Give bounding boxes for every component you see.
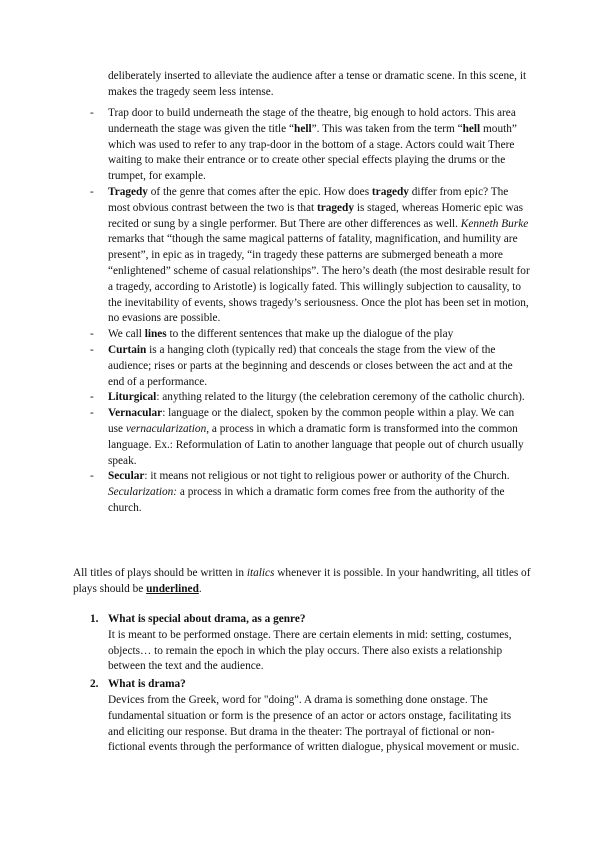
list-item: - Secular: it means not religious or not tight to religious power or authority of the Church. Secularization: a process in which a dramatic form comes free from the authority of the church. — [90, 470, 510, 514]
question-heading: What is special about drama, as a genre? — [108, 613, 306, 625]
question-answer: It is meant to be performed onstage. There are certain elements in mid: setting, costumes, objects… to remain the epoch in which the play occurs. There also exists a relationship between the text and the audience. — [108, 628, 512, 673]
bullet-marker: - — [90, 407, 94, 420]
continuation-text: deliberately inserted to alleviate the audience after a tense or dramatic scene. In this scene, it makes the tragedy seem less intense. — [108, 70, 527, 98]
list-item: - We call lines to the different sentences that make up the dialogue of the play — [90, 327, 530, 343]
glossary-bullet-list — [90, 106, 530, 517]
list-item: - Liturgical: anything related to the liturgy (the celebration ceremony of the catholic church). — [90, 390, 530, 406]
bullet-marker: - — [90, 391, 94, 404]
list-item — [90, 677, 530, 756]
term-secular: Secular — [108, 470, 145, 483]
question-answer: Devices from the Greek, word for "doing". A drama is something done onstage. The fundamental situation or form is the presence of an actor or actors onstage, facilitating its and eliciting our response. But drama in the theater: The portrayal of fictional or non- fictional events through the performance of written dialogue, physical movement or music. — [108, 693, 520, 754]
list-item: - Vernacular: language or the dialect, spoken by the common people within a play. We can use vernacularization, a process in which a dramatic form is transformed into the common language. Ex.: Reformulation of Latin to another language that people out of church usually speak. — [90, 407, 524, 467]
list-item: - Curtain is a hanging cloth (typically red) that conceals the stage from the view of the audience; rises or parts at the beginning and descends or closes between the act and at the end of a performance. — [90, 343, 513, 388]
question-heading: What is drama? — [108, 678, 186, 691]
list-item: - Tragedy of the genre that comes after the epic. How does tragedy differ from epic? The most obvious contrast between the two is that tragedy is staged, whereas Homeric epic was recited or sung by a single performer. But There are other differences as well. Kenneth Burke remarks that “though the same magical patterns of fatality, magnification, and humility are present”, in epic as in tragedy, “in tragedy these patterns are submerged beneath a more “enlightened” scheme of casual relationships”. The hero’s death (the most desirable result for a tragedy, according to Aristotle) is logically fated. This willingly subjection to causality, to the inevitability of events, shows tragedy’s seriousness. Once the plot has been set in motion, no evasions are possible. — [90, 185, 530, 325]
question-number: 2. — [90, 678, 99, 691]
bullet-marker: - — [90, 470, 94, 483]
term-liturgical: Liturgical — [108, 391, 157, 404]
bullet-marker: - — [90, 343, 94, 356]
list-item: - Trap door to build underneath the stage of the theatre, big enough to hold actors. This area underneath the stage was given the title “hell”. This was taken from the term “hell mouth” which was used to refer to any trap-door in the bottom of a stage. Actors could wait There waiting to make their entrance or to create other special effects playing the drums or the trumpet, for example. — [90, 107, 517, 183]
bullet-marker: - — [90, 185, 94, 198]
bullet-marker: - — [90, 328, 94, 341]
term-hell-mouth: hell — [462, 122, 481, 135]
list-item — [90, 612, 530, 675]
titles-paragraph: All titles of plays should be written in italics whenever it is possible. In your handwriting, all titles of plays should be underlined. — [73, 567, 531, 595]
bullet-marker: - — [90, 107, 94, 119]
term-vernacular: Vernacular — [108, 407, 163, 420]
term-hell: hell — [294, 122, 312, 135]
term-curtain: Curtain — [108, 343, 147, 356]
underlined-word: underlined — [146, 582, 199, 595]
term-lines: lines — [144, 328, 167, 341]
term-tragedy: Tragedy — [108, 185, 148, 198]
question-list — [90, 612, 530, 758]
question-number: 1. — [90, 613, 99, 625]
